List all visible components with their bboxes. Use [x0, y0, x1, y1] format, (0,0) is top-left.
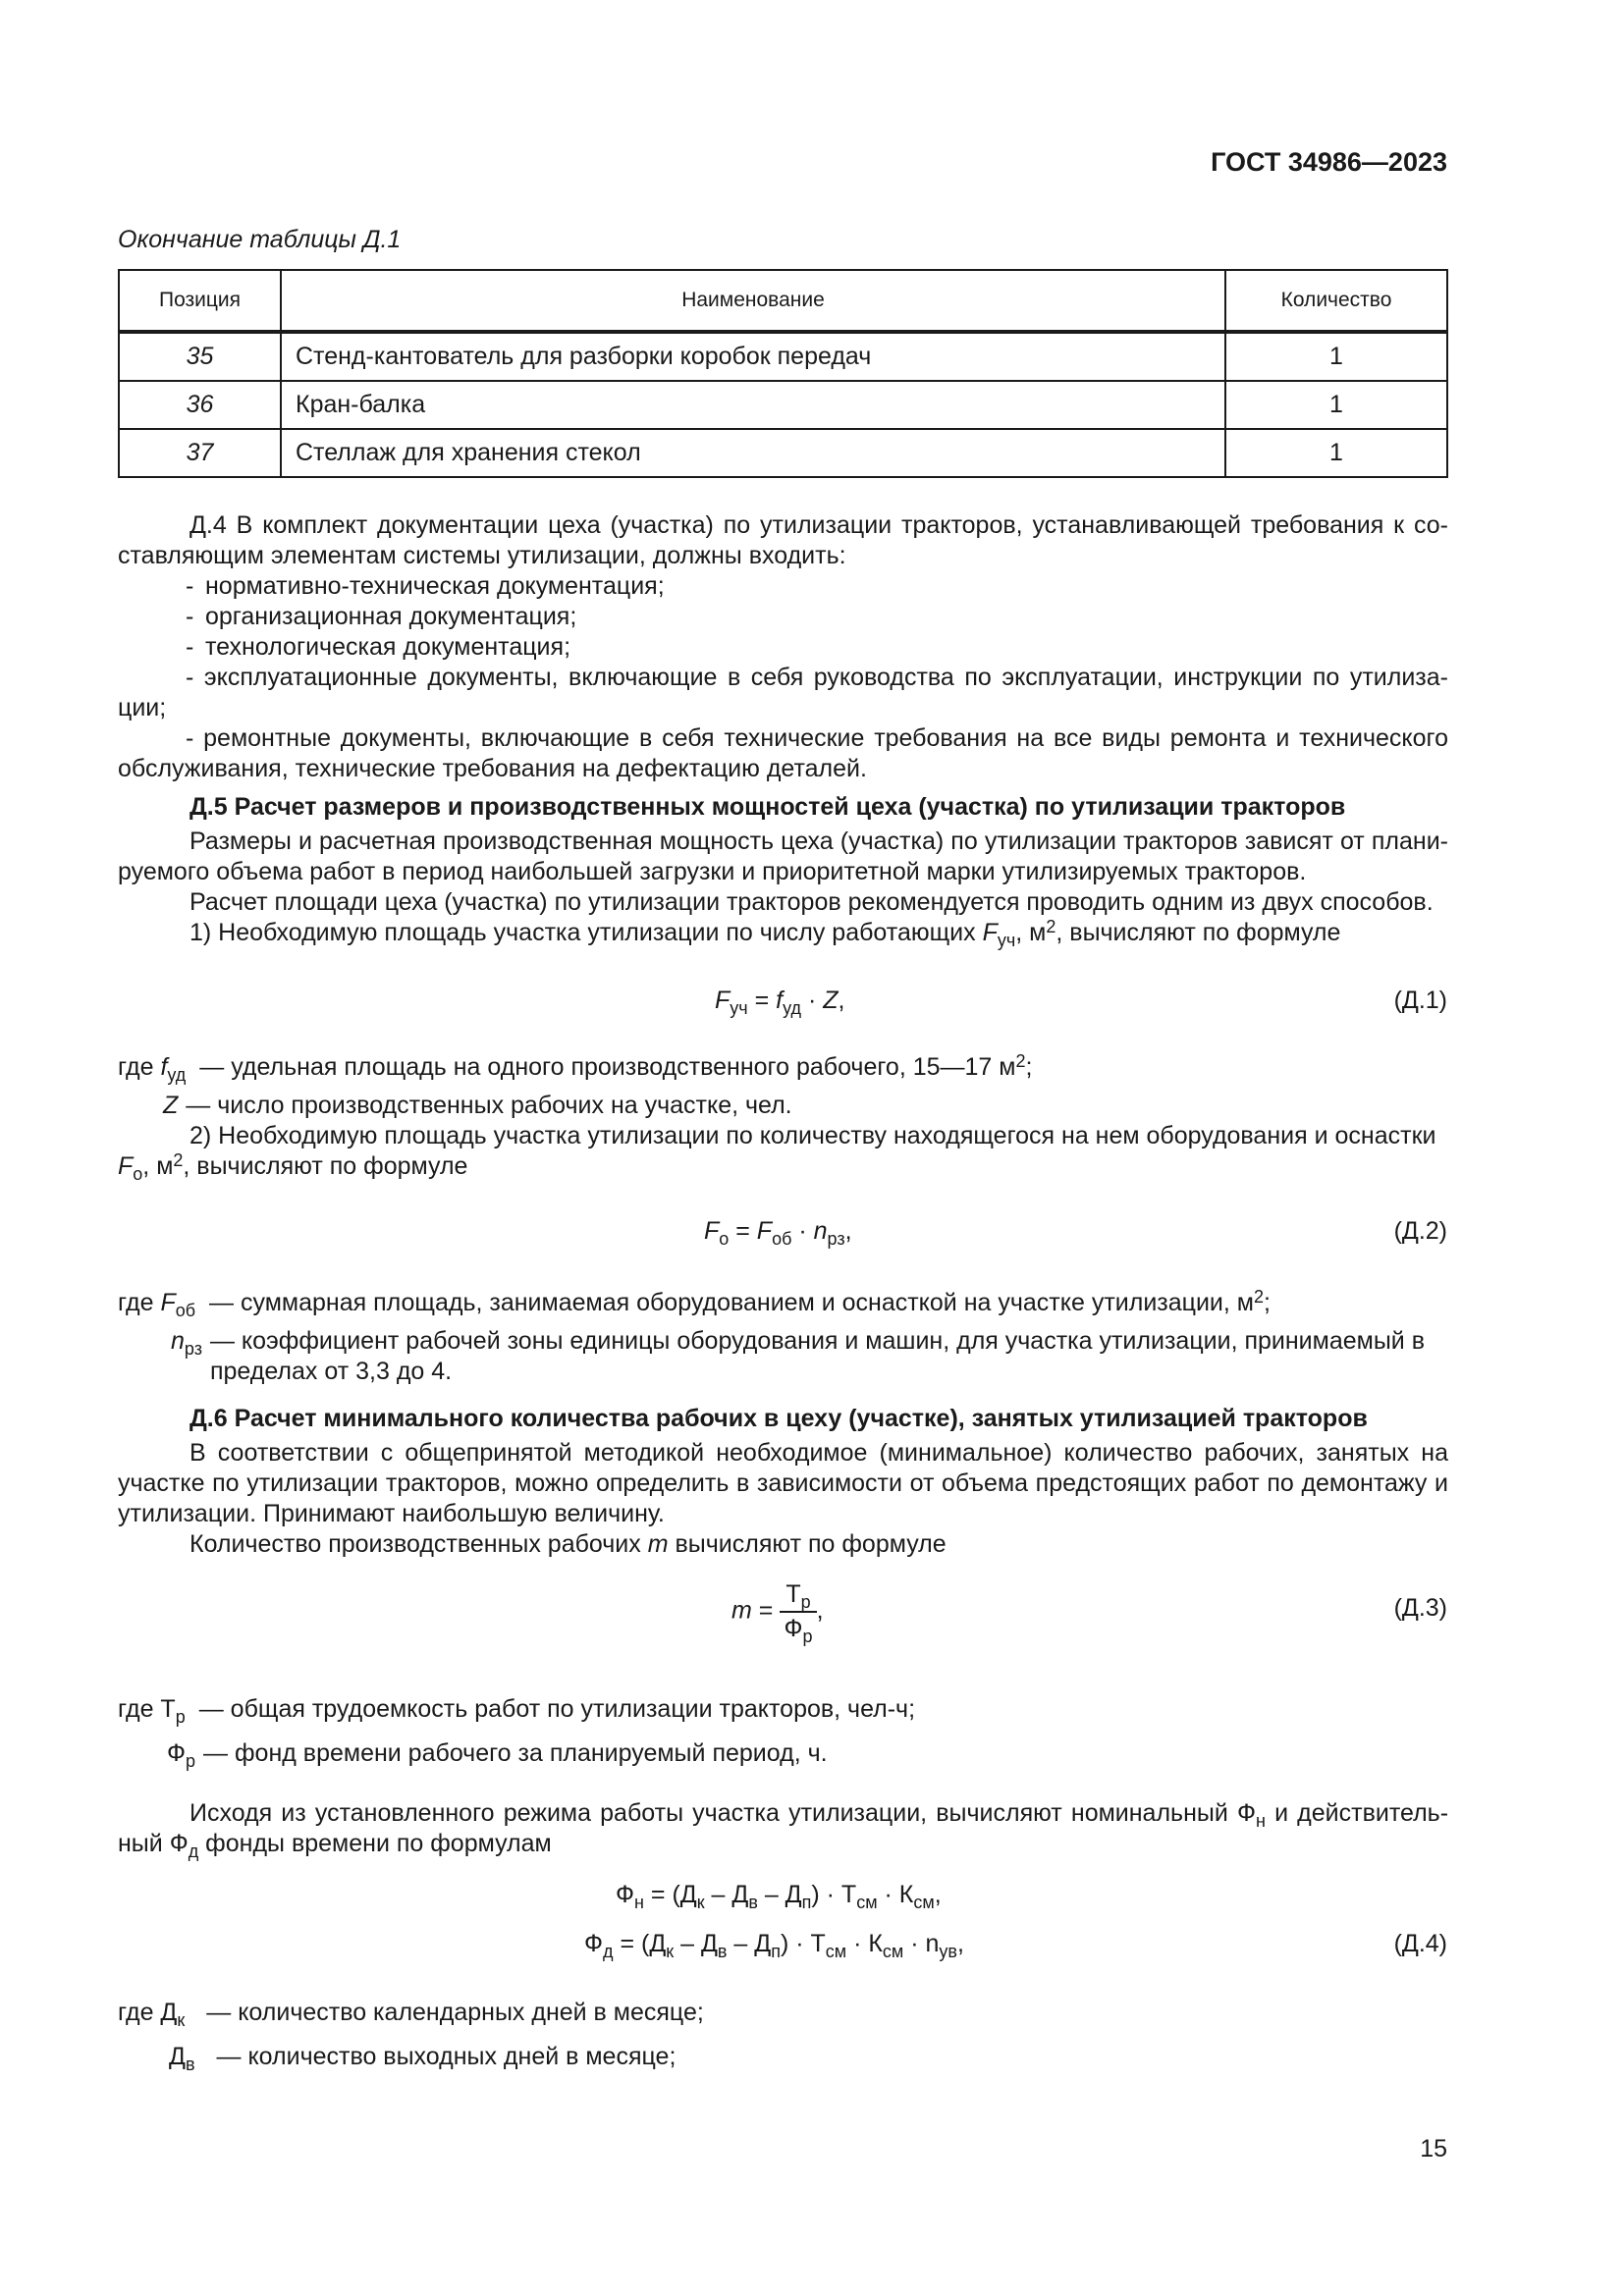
- formula-expression: m = $\frac{Т_р}{Ф_р}$ ,: [731, 1580, 824, 1646]
- paragraph-fund: [118, 1798, 1448, 1859]
- page-number: 15: [1420, 2135, 1447, 2163]
- legend-d1: [118, 1052, 1448, 1182]
- paragraph: В соответствии с общепринятой методикой необходимое (минимальное) количество рабочих, занятых на участке по утилизации тракторов, можно определить в зависимости от объема предстоящих работ по демонтажу и утилизации. Принимают наибольшую величину.: [118, 1439, 1448, 1527]
- cell-name: Стеллаж для хранения стекол: [281, 429, 1225, 477]
- formula-number: (Д.3): [1393, 1594, 1447, 1622]
- legend-item: $n_{рз}$ — коэффициент рабочей зоны единицы оборудования и машин, для участка утилизации, принимаемый в пределах от 3,3 до 4.: [171, 1327, 1425, 1385]
- cell-quantity: 1: [1225, 429, 1447, 477]
- column-header-position: Позиция: [119, 270, 281, 332]
- paragraph: Д.4 В комплект документации цеха (участка) по утилизации тракторов, устанавливающей требования к составляющим элементам системы утилизации, должны входить:: [118, 511, 1448, 569]
- cell-position: 36: [119, 381, 281, 429]
- cell-quantity: 1: [1225, 381, 1447, 429]
- table-row: [119, 429, 1447, 477]
- legend-d3: [118, 1694, 1448, 1769]
- list-item: - организационная документация;: [186, 603, 577, 630]
- legend-item: Z — число производственных рабочих на участке, чел.: [163, 1092, 792, 1119]
- paragraph: Расчет площади цеха (участка) по утилизации тракторов рекомендуется проводить одним из двух способов.: [189, 888, 1434, 916]
- formula-expression: $F_о = F_{об} \cdot n_{рз}$,: [704, 1217, 852, 1249]
- paragraph: 2) Необходимую площадь участка утилизации по количеству находящегося на нем оборудования и оснастки $F_о$, $м^2$, вычисляют по формуле: [118, 1122, 1436, 1184]
- column-header-name: Наименование: [281, 270, 1225, 332]
- section-heading-d5: Д.5 Расчет размеров и производственных мощностей цеха (участка) по утилизации тракторов: [189, 793, 1346, 821]
- legend-item: где $F_{об}$ — суммарная площадь, занимаемая оборудованием и оснасткой на участке утилизации, $м^2$;: [118, 1287, 1271, 1320]
- formula-number: (Д.2): [1393, 1217, 1447, 1245]
- formula-number: (Д.1): [1393, 987, 1447, 1014]
- document-id: ГОСТ 34986—2023: [1211, 147, 1447, 177]
- list-item: - ремонтные документы, включающие в себя технические требования на все виды ремонта и технического обслуживания, технические требования на дефектацию деталей.: [118, 724, 1448, 782]
- list-item: - эксплуатационные документы, включающие в себя руководства по эксплуатации, инструкции по утилизации;: [118, 664, 1448, 721]
- legend-item: где $Т_р$ — общая трудоемкость работ по утилизации тракторов, чел-ч;: [118, 1695, 916, 1727]
- legend-d2: [118, 1288, 1448, 1387]
- section-d6: [118, 1404, 1448, 1560]
- table-row: [119, 332, 1447, 381]
- formula-expression: $F_{уч} = f_{уд} \cdot Z$,: [715, 987, 845, 1018]
- list-item: - технологическая документация;: [186, 633, 571, 661]
- formula-expression: $Ф_д = (Д_к - Д_в - Д_п) \cdot Т_{см} \cdot К_{см} \cdot n_{ув}$,: [584, 1930, 964, 1961]
- formula-number: (Д.4): [1393, 1930, 1447, 1957]
- cell-quantity: 1: [1225, 332, 1447, 381]
- column-header-quantity: Количество: [1225, 270, 1447, 332]
- paragraph: Исходя из установленного режима работы участка утилизации, вычисляют номинальный $Ф_н$ и действительный $Ф_д$ фонды времени по формулам: [118, 1799, 1449, 1861]
- paragraph: Размеры и расчетная производственная мощность цеха (участка) по утилизации тракторов зависят от планируемого объема работ в период наибольшей загрузки и приоритетной марки утилизируемых тракторов.: [118, 828, 1448, 885]
- cell-name: Стенд-кантователь для разборки коробок передач: [281, 332, 1225, 381]
- section-d4: [118, 510, 1448, 948]
- paragraph: Количество производственных рабочих m вычисляют по формуле: [189, 1530, 947, 1558]
- legend-item: где $f_{уд}$ — удельная площадь на одного производственного рабочего, 15—17 $м^2$;: [118, 1051, 1033, 1085]
- formula-expression: $Ф_н = (Д_к - Д_в - Д_п) \cdot Т_{см} \cdot К_{см}$,: [616, 1881, 942, 1912]
- table-header-row: [119, 270, 1447, 332]
- table-row: [119, 381, 1447, 429]
- legend-item: $Ф_р$ — фонд времени рабочего за планируемый период, ч.: [167, 1739, 828, 1771]
- section-heading-d6: Д.6 Расчет минимального количества рабочих в цеху (участке), занятых утилизацией тракторов: [189, 1405, 1368, 1432]
- legend-item: $Д_в$ — количество выходных дней в месяце;: [169, 2043, 677, 2074]
- cell-name: Кран-балка: [281, 381, 1225, 429]
- cell-position: 35: [119, 332, 281, 381]
- table-caption: Окончание таблицы Д.1: [118, 226, 402, 253]
- list-item: - нормативно-техническая документация;: [186, 572, 665, 600]
- equipment-table: [118, 269, 1448, 478]
- cell-position: 37: [119, 429, 281, 477]
- legend-d4: [118, 1998, 1448, 2072]
- legend-item: где $Д_к$ — количество календарных дней в месяце;: [118, 1999, 704, 2030]
- paragraph: 1) Необходимую площадь участка утилизации по числу работающих $F_{уч}$, $м^2$, вычисляют по формуле: [189, 917, 1341, 950]
